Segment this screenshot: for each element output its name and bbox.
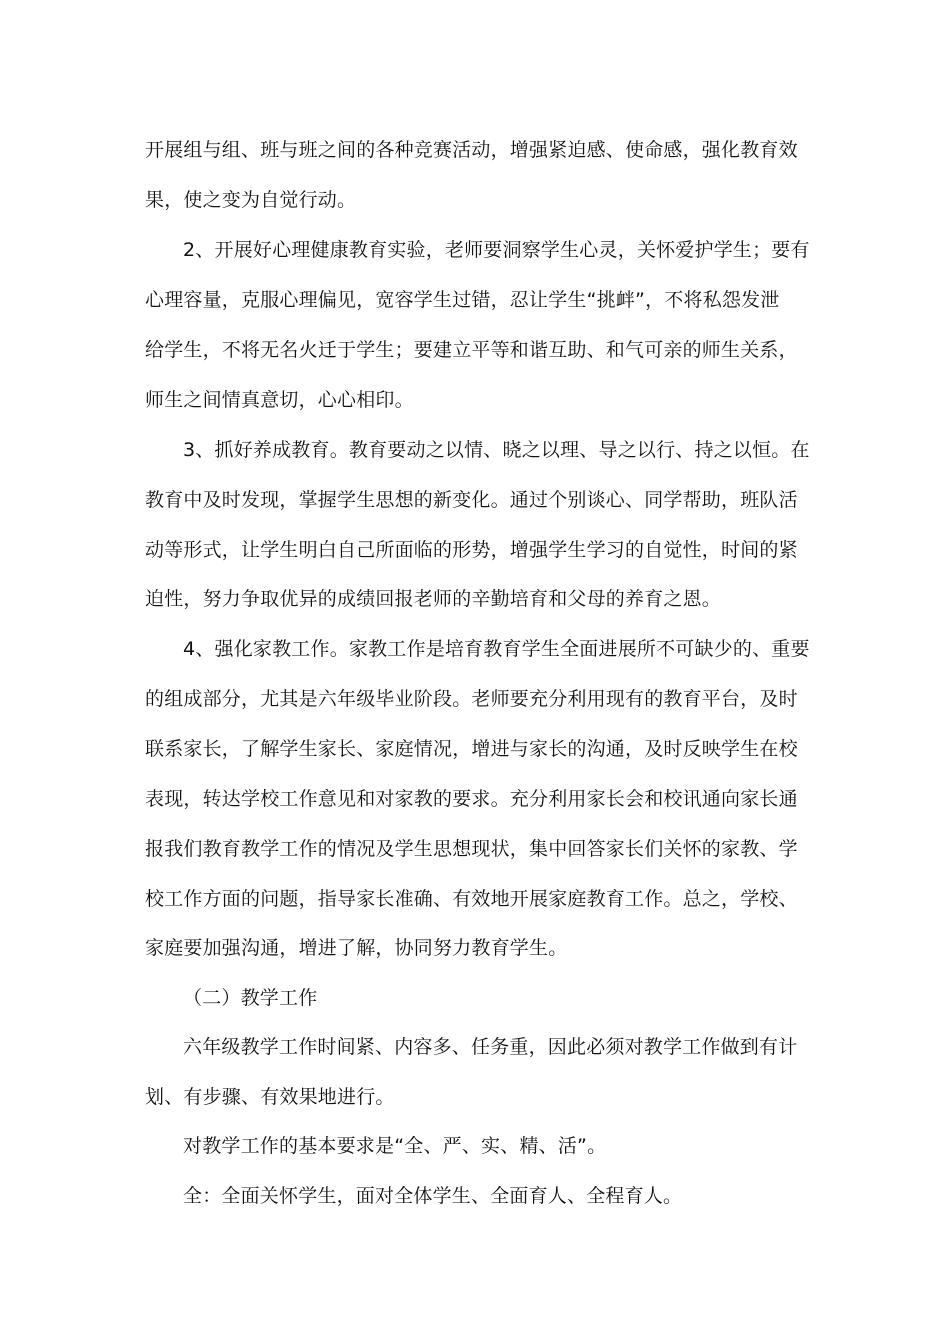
text-line: 联系家长，了解学生家长、家庭情况，增进与家长的沟通，及时反映学生在校 [145, 738, 798, 760]
paragraph-start-line: 3、抓好养成教育。教育要动之以情、晓之以理、导之以行、持之以恒。在 [183, 439, 810, 461]
text-line: 表现，转达学校工作意见和对家教的要求。充分利用家长会和校讯通向家长通 [145, 788, 798, 810]
text-line: 报我们教育教学工作的情况及学生思想现状，集中回答家长们关怀的家教、学 [145, 838, 798, 860]
paragraph-start-line: 4、强化家教工作。家教工作是培育教育学生全面进展所不可缺少的、重要 [183, 638, 810, 660]
text-line: 给学生，不将无名火迁于学生；要建立平等和谐互助、和气可亲的师生关系， [145, 339, 798, 361]
text-line: 心理容量，克服心理偏见，宽容学生过错，忍让学生“挑衅”，不将私怨发泄 [145, 289, 780, 311]
paragraph-start-line: 2、开展好心理健康教育实验，老师要洞察学生心灵，关怀爱护学生；要有 [183, 239, 810, 261]
text-line: 家庭要加强沟通，增进了解，协同努力教育学生。 [145, 937, 568, 959]
text-line: 动等形式，让学生明白自己所面临的形势，增强学生学习的自觉性，时间的紧 [145, 539, 798, 561]
text-line: 校工作方面的问题，指导家长准确、有效地开展家庭教育工作。总之，学校、 [145, 888, 798, 910]
text-line: 教育中及时发现，掌握学生思想的新变化。通过个别谈心、同学帮助，班队活 [145, 489, 798, 511]
paragraph-start-line: 对教学工作的基本要求是“全、严、实、精、活”。 [183, 1135, 607, 1157]
text-line: 师生之间情真意切，心心相印。 [145, 389, 414, 411]
text-line: 果，使之变为自觉行动。 [145, 189, 357, 211]
paragraph-start-line: 六年级教学工作时间紧、内容多、任务重，因此必须对教学工作做到有计 [183, 1036, 798, 1058]
paragraph-start-line: 全：全面关怀学生，面对全体学生、全面育人、全程育人。 [183, 1185, 683, 1207]
text-line: 开展组与组、班与班之间的各种竞赛活动，增强紧迫感、使命感，强化教育效 [145, 139, 798, 161]
text-line: 划、有步骤、有效果地进行。 [145, 1086, 395, 1108]
section-heading: （二）教学工作 [183, 987, 318, 1009]
text-line: 的组成部分，尤其是六年级毕业阶段。老师要充分利用现有的教育平台，及时 [145, 688, 798, 710]
text-line: 迫性，努力争取优异的成绩回报老师的辛勤培育和父母的养育之恩。 [145, 588, 722, 610]
